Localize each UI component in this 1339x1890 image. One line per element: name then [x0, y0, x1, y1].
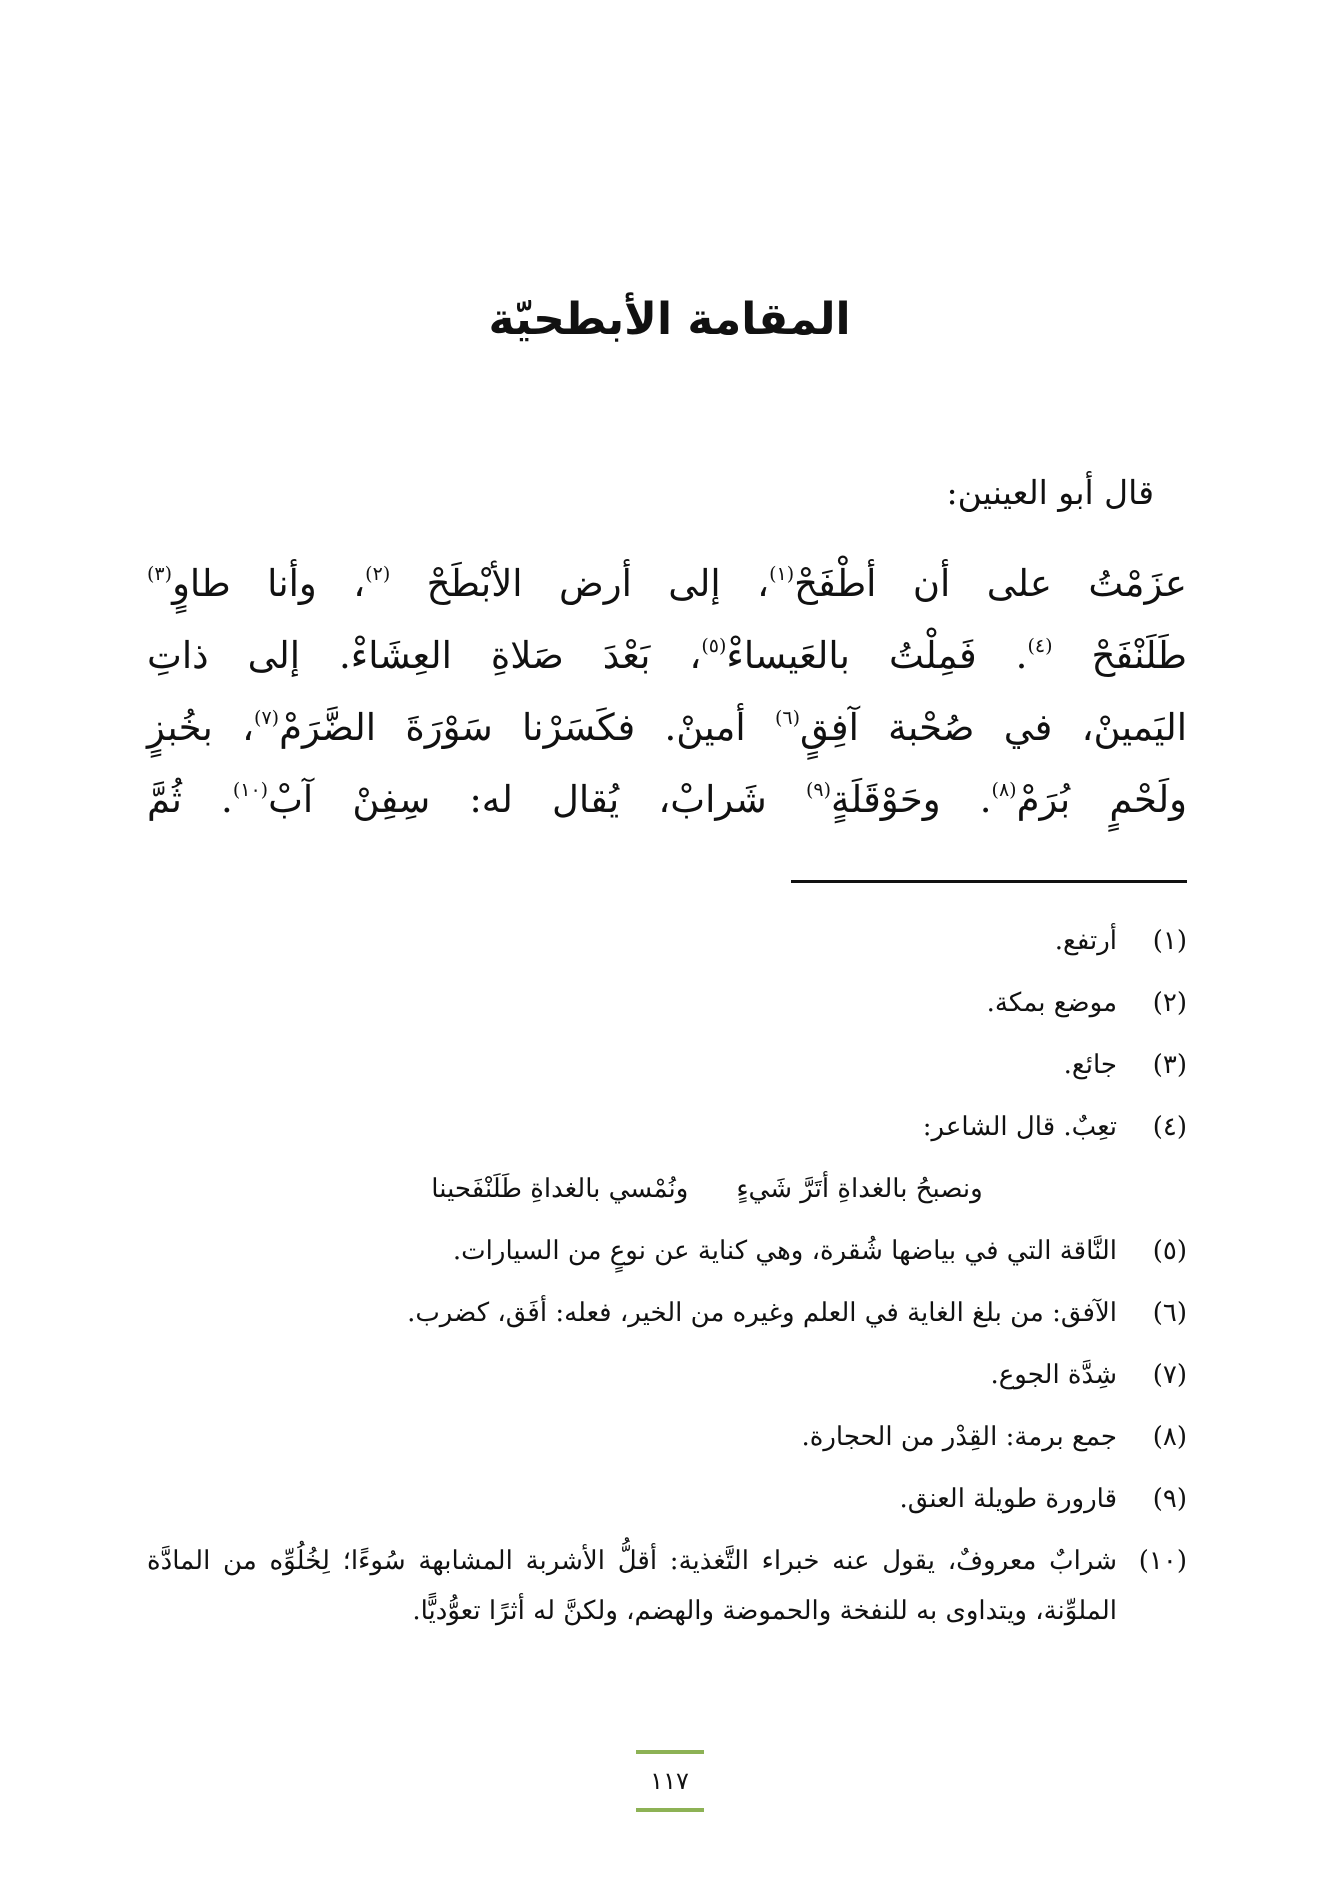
- footnote: [147, 1034, 1187, 1096]
- text-run: . فَمِلْتُ بالعَيساءْ: [726, 634, 1028, 677]
- page-number: ١١٧: [650, 1767, 689, 1795]
- footnote: [147, 1220, 1187, 1282]
- footnote-ref: (٥): [701, 635, 727, 657]
- page-number-top-rule: [636, 1750, 704, 1754]
- footnote-text: جمع برمة: القِدْر من الحجارة.: [801, 1422, 1117, 1452]
- footnote-ref: (٩): [805, 779, 831, 801]
- text-run: ، بَعْدَ صَلاةِ العِشَاءْ. إلى ذاتِ: [147, 634, 702, 677]
- footnote-ref: (٢): [365, 563, 391, 585]
- main-text: [147, 548, 1187, 836]
- text-run: شَرابْ، يُقال له: سِفِنْ آبْ: [268, 778, 806, 821]
- footnote-number: (١٠): [1138, 1546, 1187, 1576]
- footnote-number: (٩): [1152, 1484, 1187, 1514]
- footnotes-list: [147, 910, 1187, 1636]
- footnote: [147, 1468, 1187, 1530]
- footnote: [147, 1344, 1187, 1406]
- footnote: [147, 910, 1187, 972]
- footnote-text: أرتفع.: [1054, 926, 1117, 956]
- footnote-number: (١): [1152, 926, 1187, 956]
- page-title: المقامة الأبطحيّة: [488, 294, 851, 345]
- footnote-number: (٦): [1152, 1298, 1187, 1328]
- text-run: عزَمْتُ على أن أطْفَحْ: [794, 562, 1187, 605]
- footnote: [147, 972, 1187, 1034]
- text-run: اليَمينْ، في صُحْبة آفِقٍ: [800, 706, 1187, 749]
- text-run: أمينْ. فكَسَرْنا سَوْرَةَ الضَّرَمْ: [279, 706, 775, 749]
- verse-second-hemistich: ونُمْسي بالغداةِ طَلَنْفَحينا: [431, 1174, 689, 1204]
- verse-first-hemistich: ونصبحُ بالغداةِ أتَرَّ شَيءٍ: [736, 1174, 983, 1204]
- text-run: . ثُمَّ: [147, 778, 233, 821]
- footnote-separator: [791, 880, 1187, 883]
- footnote-text: موضع بمكة.: [986, 988, 1117, 1018]
- footnote-text: شِدَّة الجوع.: [990, 1360, 1117, 1390]
- footnote: [147, 1282, 1187, 1344]
- footnote-text: تعِبٌ. قال الشاعر:: [922, 1112, 1117, 1142]
- text-run: ، بخُبزٍ: [147, 706, 255, 749]
- page-footer: [0, 1750, 1339, 1812]
- footnote-ref: (٦): [774, 707, 801, 729]
- footnote-number: (٣): [1152, 1050, 1187, 1080]
- main-text-line: [147, 620, 1187, 692]
- footnote-ref: (١٠): [232, 779, 269, 801]
- footnote-ref: (١): [769, 563, 795, 585]
- footnote-number: (٧): [1152, 1360, 1187, 1390]
- footnote: [147, 1530, 1187, 1636]
- footnote-number: (٤): [1152, 1112, 1187, 1142]
- poetry-verse: [147, 1158, 1187, 1220]
- footnote-text: الآفق: من بلغ الغاية في العلم وغيره من الخير، فعله: أفَق، كضرب.: [407, 1298, 1117, 1328]
- footnote-number: (٢): [1152, 988, 1187, 1018]
- footnote-ref: (٤): [1027, 635, 1053, 657]
- footnote-ref: (٧): [254, 707, 280, 729]
- footnote-number: (٨): [1152, 1422, 1187, 1452]
- footnote-text: جائع.: [1063, 1050, 1117, 1080]
- text-run: ولَحْمٍ بُرَمْ: [1016, 778, 1187, 821]
- text-run: طَلَنْفَحْ: [1052, 634, 1187, 677]
- main-text-line: [147, 692, 1187, 764]
- main-text-line: [147, 764, 1187, 836]
- page-number-bottom-rule: [636, 1808, 704, 1812]
- footnote: [147, 1096, 1187, 1158]
- text-run: ، وأنا طاوٍ: [172, 562, 366, 605]
- intro-line: قال أبو العينين:: [946, 473, 1154, 512]
- main-text-line: [147, 548, 1187, 620]
- footnote-ref: (٨): [991, 779, 1017, 801]
- footnote-ref: (٣): [147, 563, 173, 585]
- text-run: ، إلى أرض الأبْطَحْ: [390, 562, 770, 605]
- footnote-text: النَّاقة التي في بياضها شُقرة، وهي كناية عن نوعٍ من السيارات.: [452, 1236, 1117, 1266]
- text-run: . وحَوْقَلَةٍ: [831, 778, 992, 821]
- footnote-number: (٥): [1152, 1236, 1187, 1266]
- footnote: [147, 1406, 1187, 1468]
- footnote-text: قارورة طويلة العنق.: [899, 1484, 1117, 1514]
- footnote-text: شرابٌ معروفٌ، يقول عنه خبراء التَّغذية: أقلُّ الأشربة المشابهة سُوءًا؛ لِخُلُوِّه من المادَّة الملوِّنة، ويتداوى به للنفخة والحموضة والهضم، ولكنَّ له أثرًا تعوُّديًّا.: [147, 1546, 1117, 1626]
